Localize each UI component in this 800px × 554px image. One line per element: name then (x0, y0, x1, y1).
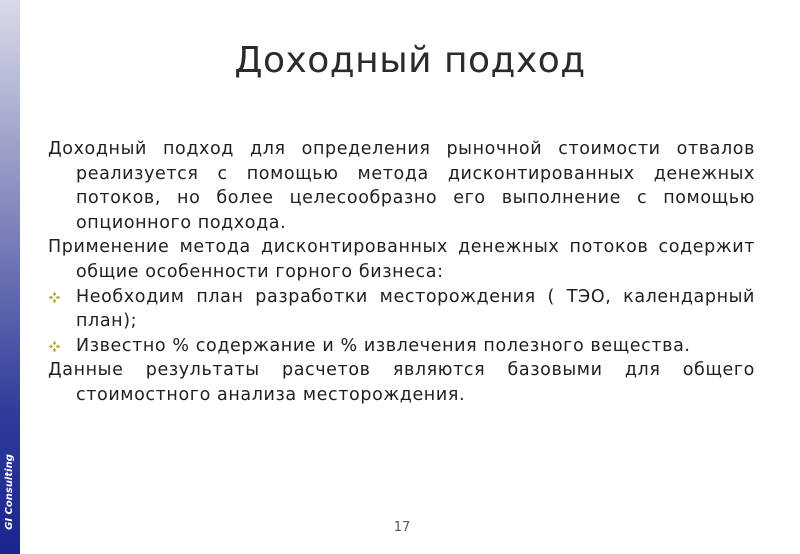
sidebar-band (0, 0, 20, 554)
slide-body (48, 137, 755, 408)
diamond-bullet-icon (48, 340, 61, 353)
brand-label: GI Consulting (4, 454, 15, 530)
bullet-item-content (48, 334, 755, 359)
bullet-item-plan (48, 285, 755, 334)
paragraph-dcf: Применение метода дисконтированных денежных потоков содержит общие особенности горного бизнеса: (48, 237, 755, 282)
slide-title: Доходный подход (234, 40, 586, 81)
paragraph-conclusion: Данные результаты расчетов являются базовыми для общего стоимостного анализа месторождения. (48, 360, 755, 405)
page-number: 17 (393, 520, 411, 535)
bullet-text: Известно % содержание и % извлечения полезного вещества. (76, 335, 691, 356)
diamond-bullet-icon (48, 291, 61, 304)
bullet-text: Необходим план разработки месторождения ( ТЭО, календарный план); (76, 286, 755, 332)
paragraph-intro: Доходный подход для определения рыночной стоимости отвалов реализуется с помощью метода дисконтированных денежных потоков, но более целесообразно его выполнение с помощью опционного подхода. (48, 139, 755, 233)
